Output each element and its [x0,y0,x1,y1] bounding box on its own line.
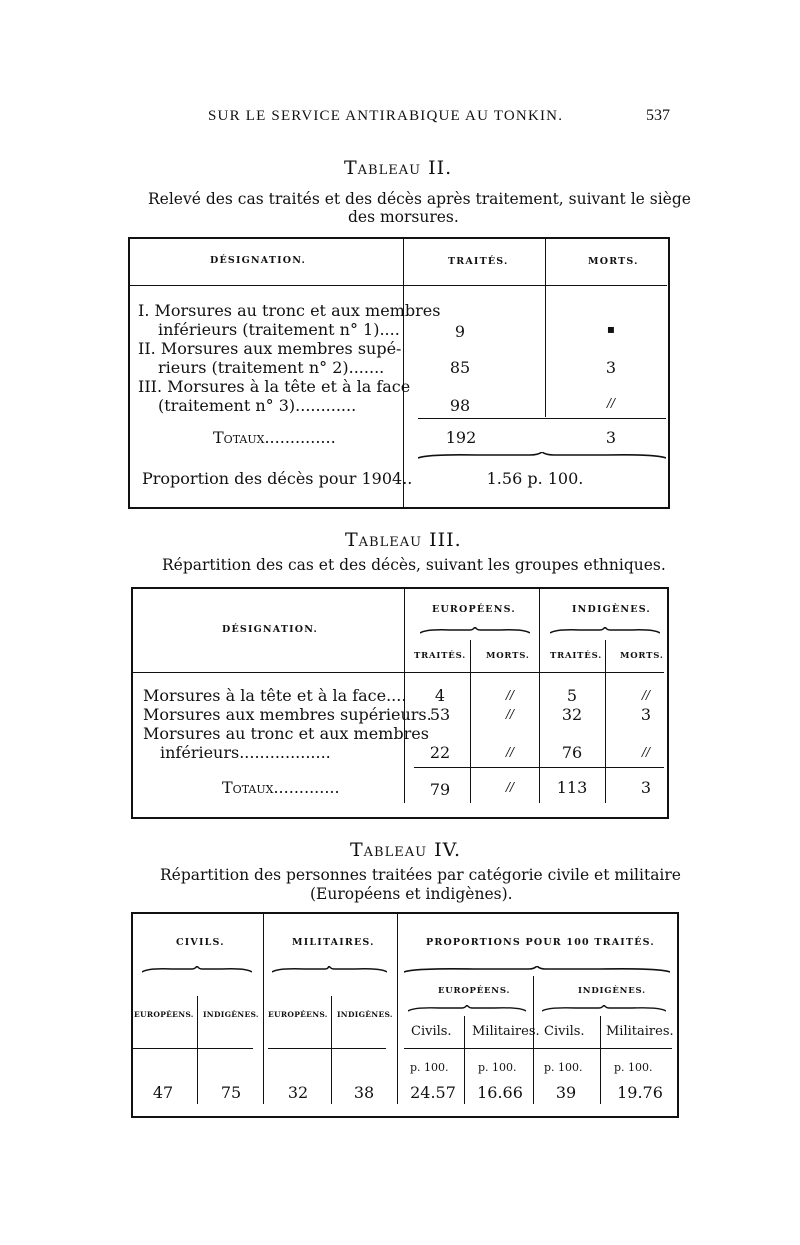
tableau-4-header-in-militaires: Militaires. [606,1024,674,1039]
tableau-4-sub-divider [533,976,534,1104]
tableau-3-row-3-label2: inférieurs.................. [160,743,331,762]
tableau-3-header-eu-morts: MORTS. [486,651,530,661]
tableau-3-row-2-eu-traites: 53 [429,705,451,724]
tableau-2-row-3-line2: (traitement n° 3)............ [158,396,357,415]
tableau-3-sub-divider [605,640,606,803]
tableau-4-unit-eu-mil: p. 100. [478,1061,517,1074]
running-head: SUR LE SERVICE ANTIRABIQUE AU TONKIN. [208,108,564,124]
tableau-2-row-3-traites: 98 [449,396,471,415]
tableau-4-sub-divider [197,996,198,1104]
tableau-3-row-3-eu-morts: // [505,745,515,759]
tableau-2-totaux-traites: 192 [445,428,477,447]
tableau-2-row-1-line2: inférieurs (traitement n° 1).... [158,320,400,339]
tableau-2-row-2-morts: 3 [605,358,617,377]
tableau-4-header-mil-europeens: EUROPÉENS. [268,1010,328,1019]
tableau-2-row-2-line1: II. Morsures aux membres supé- [138,339,402,358]
tableau-3-row-2-in-morts: 3 [640,705,652,724]
tableau-2-caption-line2: des morsures. [348,208,459,226]
tableau-4-sub-divider [464,1016,465,1104]
tableau-4-col-divider [397,914,398,1104]
tableau-3-header-eu-traites: TRAITÉS. [414,651,466,661]
tableau-4-header-civils: CIVILS. [176,937,225,948]
tableau-2-totaux-morts: 3 [605,428,617,447]
tableau-2-row-3-line1: III. Morsures à la tête et à la face [138,377,411,396]
tableau-2-col-divider [403,239,404,507]
tableau-3-title: Tableau III. [345,529,462,551]
tableau-4-header-militaires: MILITAIRES. [292,937,375,948]
tableau-4-header-eu-militaires: Militaires. [472,1024,540,1039]
tableau-2-header-morts: MORTS. [588,256,639,267]
tableau-4-brace-civils [142,966,252,972]
tableau-4-header-eu-civils: Civils. [411,1024,452,1039]
tableau-4-caption-line2: (Européens et indigènes). [310,885,513,903]
tableau-4-header-rule [133,1048,253,1049]
tableau-3-row-1-in-morts: // [641,688,651,702]
tableau-3-header-in-morts: MORTS. [620,651,664,661]
tableau-2-row-1-traites: 9 [454,322,466,341]
tableau-2-row-1-line1: I. Morsures au tronc et aux membres [138,301,441,320]
tableau-3-caption: Répartition des cas et des décès, suivant les groupes ethniques. [162,556,666,574]
tableau-2-row-2-line2: rieurs (traitement n° 2)....... [158,358,385,377]
tableau-3-totaux-eu-morts: // [505,780,515,794]
tableau-2-header-rule [130,285,667,286]
tableau-3-row-2-label: Morsures aux membres supérieurs. [143,705,432,724]
tableau-4-header-rule [404,1048,672,1049]
tableau-4-mil-europeens: 32 [287,1083,309,1102]
page-number: 537 [646,107,670,124]
tableau-3-row-3-in-traites: 76 [561,743,583,762]
tableau-2-title: Tableau II. [344,157,453,179]
tableau-4-header-in-civils: Civils. [544,1024,585,1039]
tableau-3-totaux-in-morts: 3 [640,778,652,797]
tableau-3-row-2-eu-morts: // [505,707,515,721]
tableau-4-header-rule [268,1048,386,1049]
tableau-2-header-traites: TRAITÉS. [448,256,509,267]
tableau-3-brace-indigenes [550,627,660,633]
tableau-4-header-prop-europeens: EUROPÉENS. [438,986,511,996]
tableau-3-row-3-eu-traites: 22 [429,743,451,762]
tableau-3-total-rule [414,767,664,768]
tableau-4-brace-militaires [272,966,387,972]
tableau-2-row-1-morts: ▪ [606,322,616,336]
tableau-3-row-1-label: Morsures à la tête et à la face.... [143,686,407,705]
tableau-2-proportion-value: 1.56 p. 100. [486,469,584,488]
tableau-4-header-prop-indigenes: INDIGÈNES. [578,986,646,996]
tableau-4-brace-prop-indigenes [542,1005,666,1011]
tableau-4-header-mil-indigenes: INDIGÈNES. [337,1010,393,1019]
tableau-4-civ-indigenes: 75 [220,1083,242,1102]
tableau-4-sub-divider [600,1016,601,1104]
tableau-2-col-divider [545,239,546,417]
tableau-3-sub-divider [470,640,471,803]
tableau-3-header-europeens: EUROPÉENS. [432,604,516,615]
tableau-2-proportion-label: Proportion des décès pour 1904.. [142,469,413,488]
tableau-3-row-2-in-traites: 32 [561,705,583,724]
tableau-3-col-divider [539,589,540,803]
tableau-2-brace [418,452,666,458]
tableau-4-prop-eu-militaires: 16.66 [477,1083,523,1102]
tableau-3-totaux-label: Totaux............. [222,778,340,797]
tableau-4-title: Tableau IV. [350,839,462,861]
tableau-4-unit-in-civ: p. 100. [544,1061,583,1074]
tableau-4-header-civ-europeens: EUROPÉENS. [134,1010,194,1019]
tableau-3-totaux-in-traites: 113 [556,778,588,797]
tableau-2-row-3-morts: // [606,396,616,410]
tableau-4-header-proportions: PROPORTIONS POUR 100 TRAITÉS. [426,937,655,948]
tableau-4-unit-eu-civ: p. 100. [410,1061,449,1074]
tableau-4-brace-prop-europeens [408,1005,526,1011]
tableau-2-row-2-traites: 85 [449,358,471,377]
tableau-4-brace-proportions [404,966,670,972]
tableau-3-header-designation: DÉSIGNATION. [222,624,319,635]
tableau-4-prop-in-civils: 39 [555,1083,577,1102]
tableau-3-row-1-eu-traites: 4 [434,686,446,705]
tableau-3-row-1-eu-morts: // [505,688,515,702]
tableau-2-totaux-label: Totaux.............. [213,428,336,447]
tableau-4-prop-in-militaires: 19.76 [617,1083,663,1102]
tableau-3-row-3-label: Morsures au tronc et aux membres [143,724,429,743]
tableau-3-totaux-eu-traites: 79 [429,780,451,799]
tableau-2-caption-line1: Relevé des cas traités et des décès après traitement, suivant le siège [148,190,691,208]
tableau-4-header-civ-indigenes: INDIGÈNES. [203,1010,259,1019]
tableau-4-col-divider [263,914,264,1104]
tableau-3-header-in-traites: TRAITÉS. [550,651,602,661]
tableau-4-unit-in-mil: p. 100. [614,1061,653,1074]
tableau-3-header-rule [133,672,664,673]
tableau-3-row-3-in-morts: // [641,745,651,759]
tableau-4-caption-line1: Répartition des personnes traitées par catégorie civile et militaire [160,866,681,884]
tableau-2-header-designation: DÉSIGNATION. [210,255,307,266]
tableau-4-sub-divider [331,996,332,1104]
tableau-4-civ-europeens: 47 [152,1083,174,1102]
tableau-3-header-indigenes: INDIGÈNES. [572,604,651,615]
tableau-4-prop-eu-civils: 24.57 [410,1083,456,1102]
tableau-2-total-rule [418,418,666,419]
tableau-4-mil-indigenes: 38 [353,1083,375,1102]
tableau-3-row-1-in-traites: 5 [566,686,578,705]
tableau-3-brace-europeens [420,627,530,633]
